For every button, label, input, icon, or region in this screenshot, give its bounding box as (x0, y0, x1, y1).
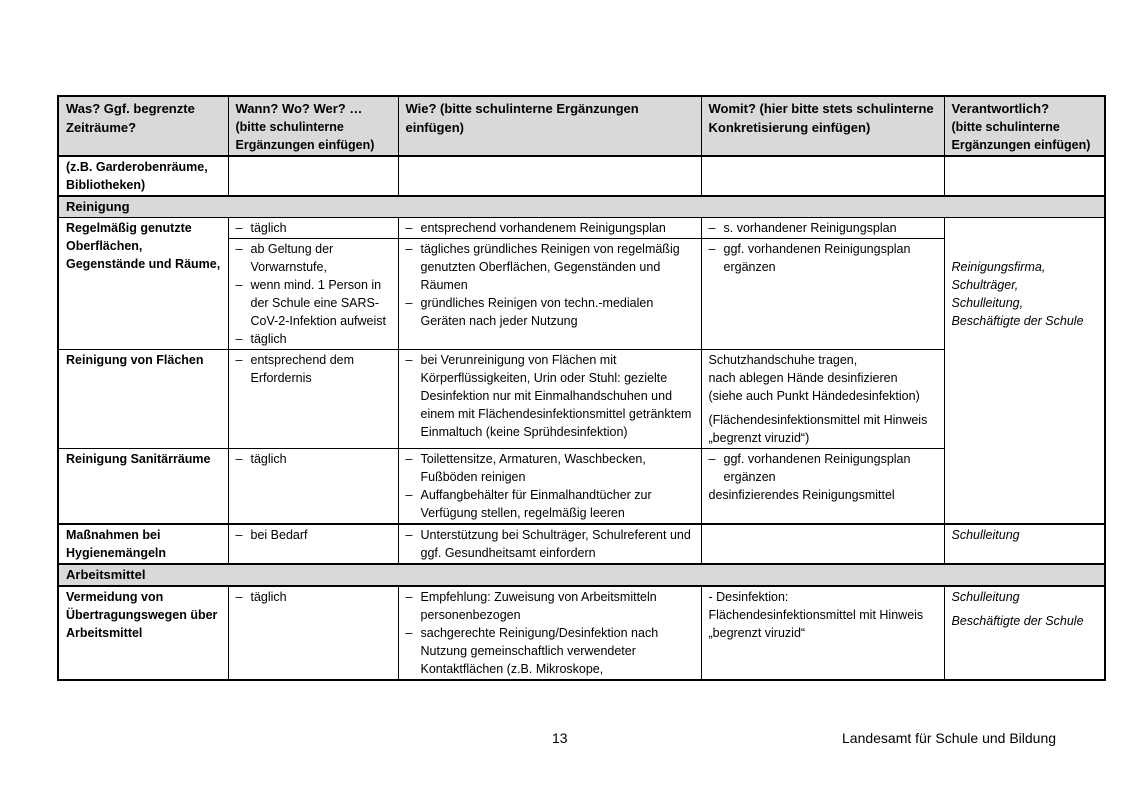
sanitaer-how (398, 449, 701, 525)
list-item: – Toilettensitze, Armaturen, Waschbecken, Fußböden reinigen (406, 450, 695, 486)
section-arbeitsmittel (58, 564, 1105, 586)
header-responsible (944, 96, 1105, 156)
intro-empty-3 (398, 156, 701, 196)
regelmaessig-label: Regelmäßig genutzte Oberflächen, Gegenstände und Räume, (58, 218, 228, 350)
hygienemaengel-when (228, 524, 398, 564)
responsible-line: Schulleitung, (951, 296, 1024, 310)
hygienemaengel-how (398, 524, 701, 564)
list-item: – wenn mind. 1 Person in der Schule eine SARS-CoV-2-Infektion aufweist (236, 276, 392, 330)
header-how: Wie? (bitte schulinterne Ergänzungen einfügen) (398, 96, 701, 156)
flaechen-how (398, 350, 701, 449)
arbeitsmittel-with-line: Flächendesinfektionsmittel mit Hinweis „begrenzt viruzid“ (708, 608, 924, 640)
flaechen-label: Reinigung von Flächen (58, 350, 228, 449)
section-reinigung-title: Reinigung (58, 196, 1105, 218)
regelmaessig-when-2 (228, 239, 398, 350)
regelmaessig-how-2 (398, 239, 701, 350)
hygienemaengel-label: Maßnahmen bei Hygienemängeln (58, 524, 228, 564)
row-regelmaessig-1 (58, 218, 1105, 239)
flaechen-when (228, 350, 398, 449)
list-item: – ggf. vorhandenen Reinigungsplan ergänzen (709, 240, 938, 276)
regelmaessig-how-1 (398, 218, 701, 239)
intro-empty-5 (944, 156, 1105, 196)
row-hygienemaengel (58, 524, 1105, 564)
list-item: – entsprechend dem Erfordernis (236, 351, 392, 387)
responsible-line: Reinigungsfirma, (951, 260, 1046, 274)
regelmaessig-when-1-item: – täglich (236, 219, 392, 237)
intro-example: (z.B. Garderobenräume, Bibliotheken) (58, 156, 228, 196)
sanitaer-with (701, 449, 944, 525)
page-number: 13 (552, 730, 568, 746)
list-item: – Empfehlung: Zuweisung von Arbeitsmitteln personenbezogen (406, 588, 695, 624)
intro-empty-4 (701, 156, 944, 196)
section-reinigung (58, 196, 1105, 218)
list-item: – sachgerechte Reinigung/Desinfektion nach Nutzung gemeinschaftlich verwendeter Kontaktflächen (z.B. Mikroskope, (406, 624, 695, 678)
arbeitsmittel-with-line: - Desinfektion: (708, 590, 789, 604)
hygienemaengel-with (701, 524, 944, 564)
arbeitsmittel-with (701, 586, 944, 680)
regelmaessig-when-1 (228, 218, 398, 239)
list-item: – Unterstützung bei Schulträger, Schulreferent und ggf. Gesundheitsamt einfordern (406, 526, 695, 562)
footer-publisher: Landesamt für Schule und Bildung (842, 730, 1057, 746)
header-responsible-sub: (bitte schulinterne Ergänzungen einfügen) (951, 120, 1091, 152)
arbeitsmittel-responsible (944, 586, 1105, 680)
row-arbeitsmittel (58, 586, 1105, 680)
responsible-line: Beschäftigte der Schule (951, 314, 1084, 328)
flaechen-with-line: Schutzhandschuhe tragen, (708, 353, 858, 367)
flaechen-with (701, 350, 944, 449)
intro-row (58, 156, 1105, 196)
regelmaessig-with-1-item: – s. vorhandener Reinigungsplan (709, 219, 938, 237)
header-when-sub: (bitte schulinterne Ergänzungen einfügen) (235, 120, 375, 152)
sanitaer-with-line: desinfizierendes Reinigungsmittel (708, 488, 895, 502)
regelmaessig-with-1 (701, 218, 944, 239)
list-item: – ggf. vorhandenen Reinigungsplan ergänzen (709, 450, 938, 486)
flaechen-with-line: nach ablegen Hände desinfizieren (708, 371, 898, 385)
header-responsible-main: Verantwortlich? (951, 101, 1050, 116)
list-item: – Auffangbehälter für Einmalhandtücher zur Verfügung stellen, regelmäßig leeren (406, 486, 695, 522)
flaechen-with-line: (Flächendesinfektionsmittel mit Hinweis „begrenzt viruzid“) (708, 413, 928, 445)
section-arbeitsmittel-title: Arbeitsmittel (58, 564, 1105, 586)
list-item: – ab Geltung der Vorwarnstufe, (236, 240, 392, 276)
arbeitsmittel-how (398, 586, 701, 680)
list-item: – bei Verunreinigung von Flächen mit Körperflüssigkeiten, Urin oder Stuhl: gezielte Desinfektion nur mit Einmalhandschuhen und einem mit Flächendesinfektionsmittel getränktem Einmaltuch (keine Sprühdesinfektion) (406, 351, 695, 441)
reinigung-responsible (944, 218, 1105, 525)
regelmaessig-how-1-item: – entsprechend vorhandenem Reinigungsplan (406, 219, 695, 237)
sanitaer-label: Reinigung Sanitärräume (58, 449, 228, 525)
hygienemaengel-responsible: Schulleitung (944, 524, 1105, 564)
hygiene-plan-table (57, 95, 1106, 681)
responsible-line: Schulträger, (951, 278, 1019, 292)
list-item: – täglich (236, 330, 392, 348)
regelmaessig-with-2 (701, 239, 944, 350)
intro-empty-2 (228, 156, 398, 196)
list-item: – täglich (236, 450, 392, 468)
flaechen-with-line: (siehe auch Punkt Händedesinfektion) (708, 389, 920, 403)
header-with: Womit? (hier bitte stets schulinterne Konkretisierung einfügen) (701, 96, 944, 156)
sanitaer-when (228, 449, 398, 525)
header-when-main: Wann? Wo? Wer? … (235, 101, 363, 116)
list-item: – bei Bedarf (236, 526, 392, 544)
arbeitsmittel-label: Vermeidung von Übertragungswegen über Arbeitsmittel (58, 586, 228, 680)
list-item: – gründliches Reinigen von techn.-medialen Geräten nach jeder Nutzung (406, 294, 695, 330)
list-item: – tägliches gründliches Reinigen von regelmäßig genutzten Oberflächen, Gegenständen und Räumen (406, 240, 695, 294)
responsible-line: Beschäftigte der Schule (951, 614, 1084, 628)
arbeitsmittel-when (228, 586, 398, 680)
header-row (58, 96, 1105, 156)
header-when (228, 96, 398, 156)
list-item: – täglich (236, 588, 392, 606)
header-what: Was? Ggf. begrenzte Zeiträume? (58, 96, 228, 156)
responsible-line: Schulleitung (951, 590, 1020, 604)
